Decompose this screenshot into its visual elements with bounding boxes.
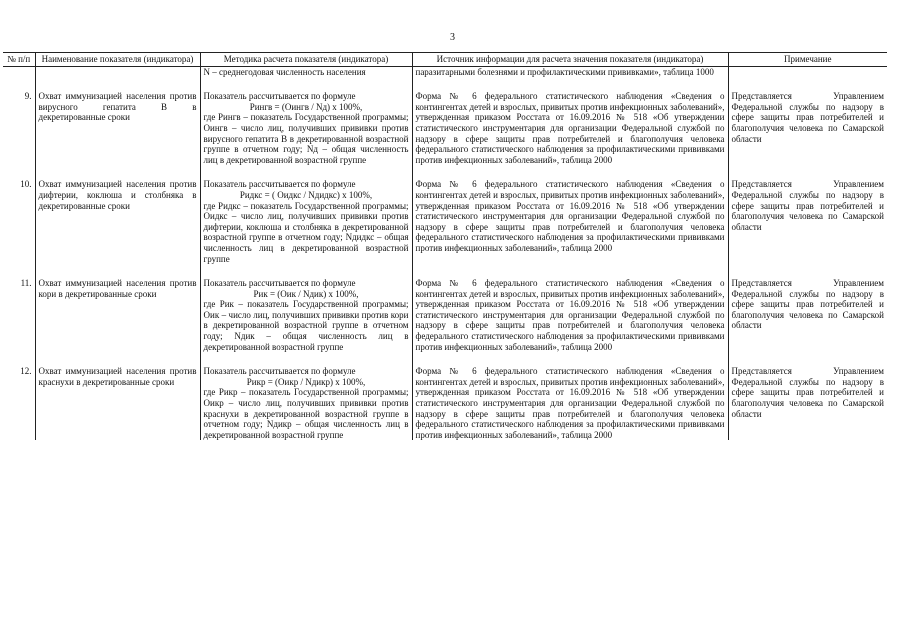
header-name: Наименование показателя (индикатора) <box>35 53 200 67</box>
method-intro: Показатель рассчитывается по формуле <box>203 91 356 102</box>
indicator-name: Охват иммунизацией населения против дифтерии, коклюша и столбняка в декретированные сроки <box>35 165 200 264</box>
calculation-method <box>200 165 412 264</box>
indicator-name: Охват иммунизацией населения против вирусного гепатита В в декретированные сроки <box>35 77 200 165</box>
header-source: Источник информации для расчета значения показателя (индикатора) <box>412 53 728 67</box>
row-number: 11. <box>20 278 32 289</box>
header-method: Методика расчета показателя (индикатора) <box>200 53 412 67</box>
method-body: где Рик – показатель Государственной программы; Оик – число лиц, получивших прививки против кори в декретированной возрастной группе в отчетном году; Nдик – общая численность лиц в декретированной возрастной группе <box>203 299 409 352</box>
table-header-row <box>3 53 887 67</box>
method-body: где Ридкс – показатель Государственной программы; Оидкс – число лиц, получивших прививки против дифтерии, коклюша и столбняка в декретированной возрастной группе в отчетном году; Nдидкс – общая численность лиц в декретированной возрастной группе <box>203 200 409 264</box>
cell-num <box>3 66 35 77</box>
information-source: Форма № 6 федерального статистического наблюдения «Сведения о контингентах детей и взрослых, привитых против инфекционных заболеваний», утвержденная приказом Росстата от 16.09.2016 № 518 «Об утверждении статистического инструментария для организации Федеральной службой по надзору в сфере защиты прав потребителей и благополучия человека федерального статистического наблюдения за профилактическими прививками против инфекционных заболеваний», таблица 2000 <box>412 352 728 440</box>
cell-name <box>35 66 200 77</box>
information-source: Форма № 6 федерального статистического наблюдения «Сведения о контингентах детей и взрослых, привитых против инфекционных заболеваний», утвержденная приказом Росстата от 16.09.2016 № 518 «Об утверждении статистического инструментария для организации Федеральной службой по надзору в сфере защиты прав потребителей и благополучия человека федерального статистического наблюдения за профилактическими прививками против инфекционных заболеваний», таблица 2000 <box>412 264 728 352</box>
information-source: Форма № 6 федерального статистического наблюдения «Сведения о контингентах детей и взрослых, привитых против инфекционных заболеваний», утвержденная приказом Росстата от 16.09.2016 № 518 «Об утверждении статистического инструментария для организации Федеральной службой по надзору в сфере защиты прав потребителей и благополучия человека федерального статистического наблюдения за профилактическими прививками против инфекционных заболеваний», таблица 2000 <box>412 165 728 264</box>
table-row <box>3 264 887 352</box>
indicator-name: Охват иммунизацией населения против краснухи в декретированные сроки <box>35 352 200 440</box>
calculation-method <box>200 77 412 165</box>
table-row <box>3 165 887 264</box>
formula: Рик = (Оик / Nдик) х 100%, <box>253 288 359 299</box>
method-body: где Рикр – показатель Государственной программы; Оикр – число лиц, получивших прививки против краснухи в декретированной возрастной группе в отчетном году; Nдикр – общая численность лиц в декретированной возрастной группе <box>203 387 409 440</box>
calculation-method <box>200 264 412 352</box>
formula: Ридкс = ( Оидкс / Nдидкс) х 100%, <box>239 189 373 200</box>
calculation-method <box>200 352 412 440</box>
table-row-continuation <box>3 66 887 77</box>
note: Представляется Управлением Федеральной службы по надзору в сфере защиты прав потребителей и благополучия человека по Самарской области <box>728 352 887 440</box>
table-row <box>3 77 887 165</box>
header-num: № п/п <box>3 53 35 67</box>
row-number: 12. <box>20 366 32 377</box>
method-intro: Показатель рассчитывается по формуле <box>203 278 356 289</box>
cell-source: паразитарными болезнями и профилактическими прививками», таблица 1000 <box>412 66 728 77</box>
header-note: Примечание <box>728 53 887 67</box>
note: Представляется Управлением Федеральной службы по надзору в сфере защиты прав потребителей и благополучия человека по Самарской области <box>728 264 887 352</box>
formula: Рингв = (Оингв / Nд) х 100%, <box>249 101 363 112</box>
cell-method: N – среднегодовая численность населения <box>200 66 412 77</box>
method-body: где Рингв – показатель Государственной программы; Оингв – число лиц, получивших прививки против вирусного гепатита В в декретированной возрастной группе в отчетном году; Nд – общая численность лиц в декретированной возрастной группе <box>203 112 409 165</box>
indicators-table <box>3 52 887 440</box>
row-number: 10. <box>20 179 32 190</box>
method-intro: Показатель рассчитывается по формуле <box>203 366 356 377</box>
table-row <box>3 352 887 440</box>
indicator-name: Охват иммунизацией населения против кори в декретированные сроки <box>35 264 200 352</box>
cell-note <box>728 66 887 77</box>
formula: Рикр = (Оикр / Nдикр) х 100%, <box>246 376 366 387</box>
note: Представляется Управлением Федеральной службы по надзору в сфере защиты прав потребителей и благополучия человека по Самарской области <box>728 77 887 165</box>
information-source: Форма № 6 федерального статистического наблюдения «Сведения о контингентах детей и взрослых, привитых против инфекционных заболеваний», утвержденная приказом Росстата от 16.09.2016 № 518 «Об утверждении статистического инструментария для организации Федеральной службой по надзору в сфере защиты прав потребителей и благополучия человека федерального статистического наблюдения за профилактическими прививками против инфекционных заболеваний», таблица 2000 <box>412 77 728 165</box>
row-number: 9. <box>24 91 32 102</box>
page-number: 3 <box>450 32 455 43</box>
note: Представляется Управлением Федеральной службы по надзору в сфере защиты прав потребителей и благополучия человека по Самарской области <box>728 165 887 264</box>
method-intro: Показатель рассчитывается по формуле <box>203 179 356 190</box>
